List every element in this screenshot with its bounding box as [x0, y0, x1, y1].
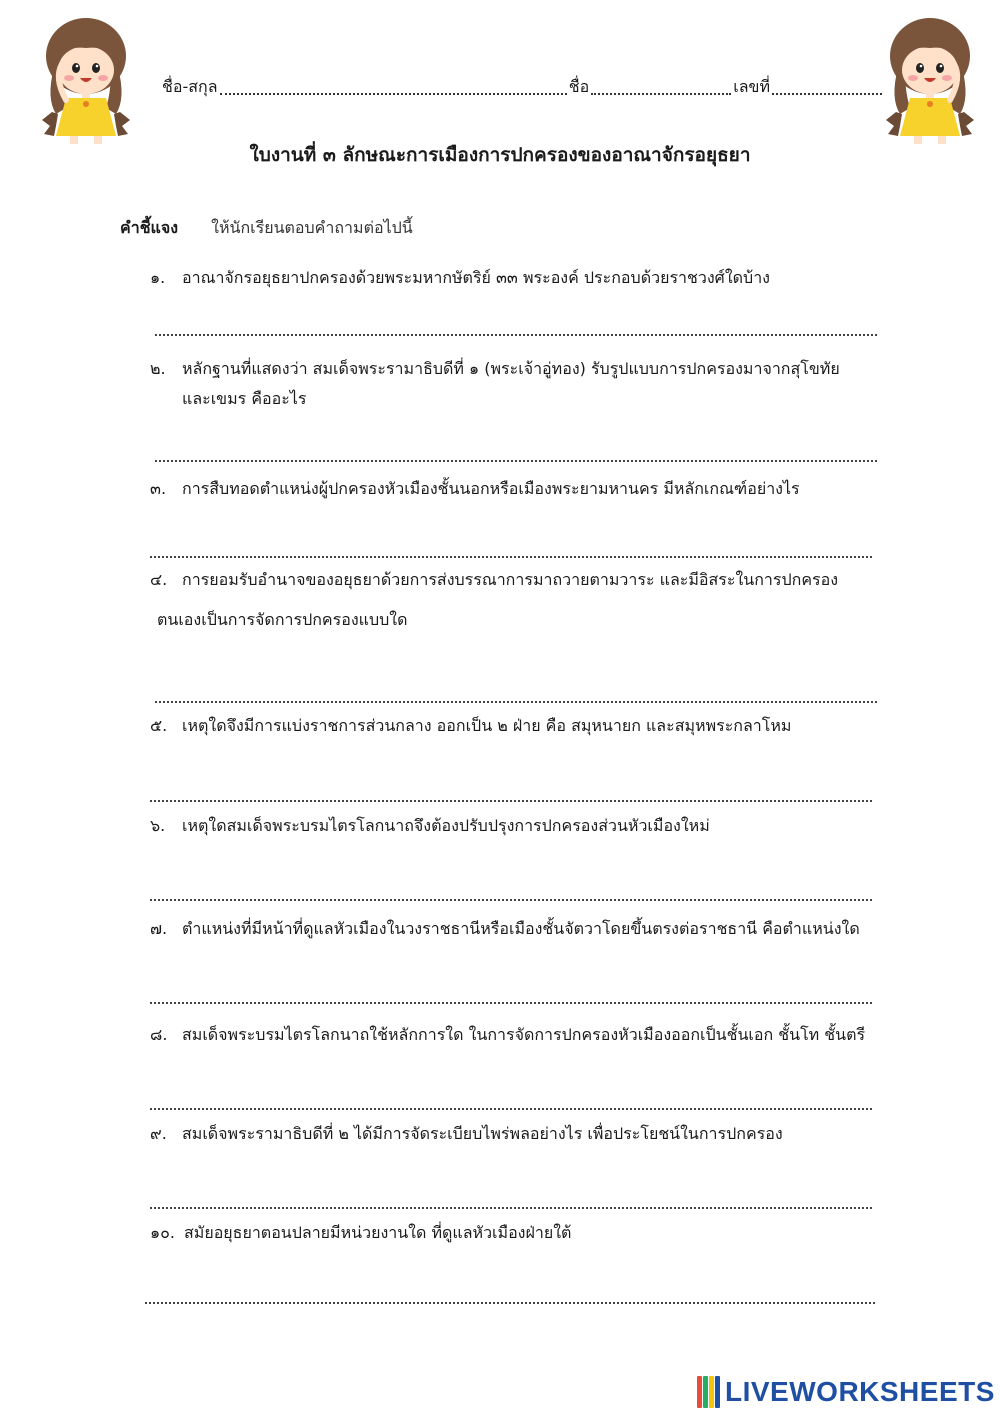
answer-input-7[interactable]	[150, 980, 872, 1004]
question-number: ๙.	[150, 1124, 167, 1143]
question-text-continued: และเขมร คืออะไร	[182, 389, 307, 408]
worksheet-title: ใบงานที่ ๓ ลักษณะการเมืองการปกครองของอาณาจักรอยุธยา	[249, 144, 751, 166]
question-10	[150, 1218, 910, 1248]
question-text-continued: ตนเองเป็นการจัดการปกครองแบบใด	[157, 610, 408, 629]
question-text: เหตุใดสมเด็จพระบรมไตรโลกนาถจึงต้องปรับปรุงการปกครองส่วนหัวเมืองใหม่	[182, 816, 710, 835]
girl-illustration-left	[36, 8, 136, 148]
question-number: ๔.	[150, 570, 168, 589]
question-4-continued	[157, 605, 917, 635]
liveworksheets-logo	[697, 1374, 995, 1410]
student-number-input[interactable]	[772, 71, 882, 95]
question-number: ๒.	[150, 359, 166, 378]
question-9	[150, 1119, 910, 1149]
question-number: ๗.	[150, 919, 168, 938]
answer-input-4[interactable]	[155, 679, 877, 703]
question-text: อาณาจักรอยุธยาปกครองด้วยพระมหากษัตริย์ ๓๓ พระองค์ ประกอบด้วยราชวงศ์ใดบ้าง	[182, 268, 770, 287]
question-text: การยอมรับอำนาจของอยุธยาด้วยการส่งบรรณาการมาถวายตามวาระ และมีอิสระในการปกครอง	[182, 570, 839, 589]
question-text: สมัยอยุธยาตอนปลายมีหน่วยงานใด ที่ดูแลหัวเมืองฝ่ายใต้	[184, 1223, 572, 1242]
question-text: สมเด็จพระรามาธิบดีที่ ๒ ได้มีการจัดระเบียบไพร่พลอย่างไร เพื่อประโยชน์ในการปกครอง	[182, 1124, 783, 1143]
question-text: เหตุใดจึงมีการแบ่งราชการส่วนกลาง ออกเป็น ๒ ฝ่าย คือ สมุหนายก และสมุหพระกลาโหม	[182, 716, 792, 735]
question-3	[150, 474, 910, 504]
question-1	[150, 263, 910, 293]
instructions-text: ให้นักเรียนตอบคำถามต่อไปนี้	[211, 218, 413, 237]
answer-input-10[interactable]	[145, 1280, 875, 1304]
question-number: ๘.	[150, 1025, 168, 1044]
answer-input-5[interactable]	[150, 778, 872, 802]
question-5	[150, 711, 910, 741]
logo-text: LIVEWORKSHEETS	[725, 1376, 995, 1407]
number-label: เลขที่	[733, 77, 770, 96]
question-number: ๓.	[150, 479, 167, 498]
question-2	[150, 354, 910, 414]
instructions-label: คำชี้แจง	[120, 218, 179, 237]
fullname-input[interactable]	[220, 71, 567, 95]
question-text: ตำแหน่งที่มีหน้าที่ดูแลหัวเมืองในวงราชธานีหรือเมืองชั้นจัตวาโดยขึ้นตรงต่อราชธานี คือตำแหน่งใด	[182, 919, 860, 938]
question-text: การสืบทอดตำแหน่งผู้ปกครองหัวเมืองชั้นนอกหรือเมืองพระยามหานคร มีหลักเกณฑ์อย่างไร	[182, 479, 800, 498]
answer-input-8[interactable]	[150, 1086, 872, 1110]
fullname-label: ชื่อ-สกุล	[162, 77, 218, 96]
question-text: หลักฐานที่แสดงว่า สมเด็จพระรามาธิบดีที่ ๑ (พระเจ้าอู่ทอง) รับรูปแบบการปกครองมาจากสุโขทัย	[182, 359, 840, 378]
question-7	[150, 914, 910, 944]
instructions	[120, 216, 413, 241]
answer-input-9[interactable]	[150, 1185, 872, 1209]
question-text: สมเด็จพระบรมไตรโลกนาถใช้หลักการใด ในการจัดการปกครองหัวเมืองออกเป็นชั้นเอก ชั้นโท ชั้นตรี	[182, 1025, 866, 1044]
question-number: ๑๐.	[150, 1223, 176, 1242]
girl-illustration-right	[880, 8, 980, 148]
nickname-input[interactable]	[591, 71, 731, 95]
student-info-row	[162, 72, 884, 100]
answer-input-1[interactable]	[155, 312, 877, 336]
nickname-label: ชื่อ	[568, 77, 590, 96]
question-number: ๑.	[150, 268, 166, 287]
question-8	[150, 1020, 910, 1050]
logo-mark-icon	[697, 1376, 721, 1408]
question-6	[150, 811, 910, 841]
question-number: ๕.	[150, 716, 168, 735]
answer-input-6[interactable]	[150, 877, 872, 901]
answer-input-3[interactable]	[150, 534, 872, 558]
question-number: ๖.	[150, 816, 166, 835]
answer-input-2[interactable]	[155, 438, 877, 462]
question-4	[150, 565, 910, 595]
